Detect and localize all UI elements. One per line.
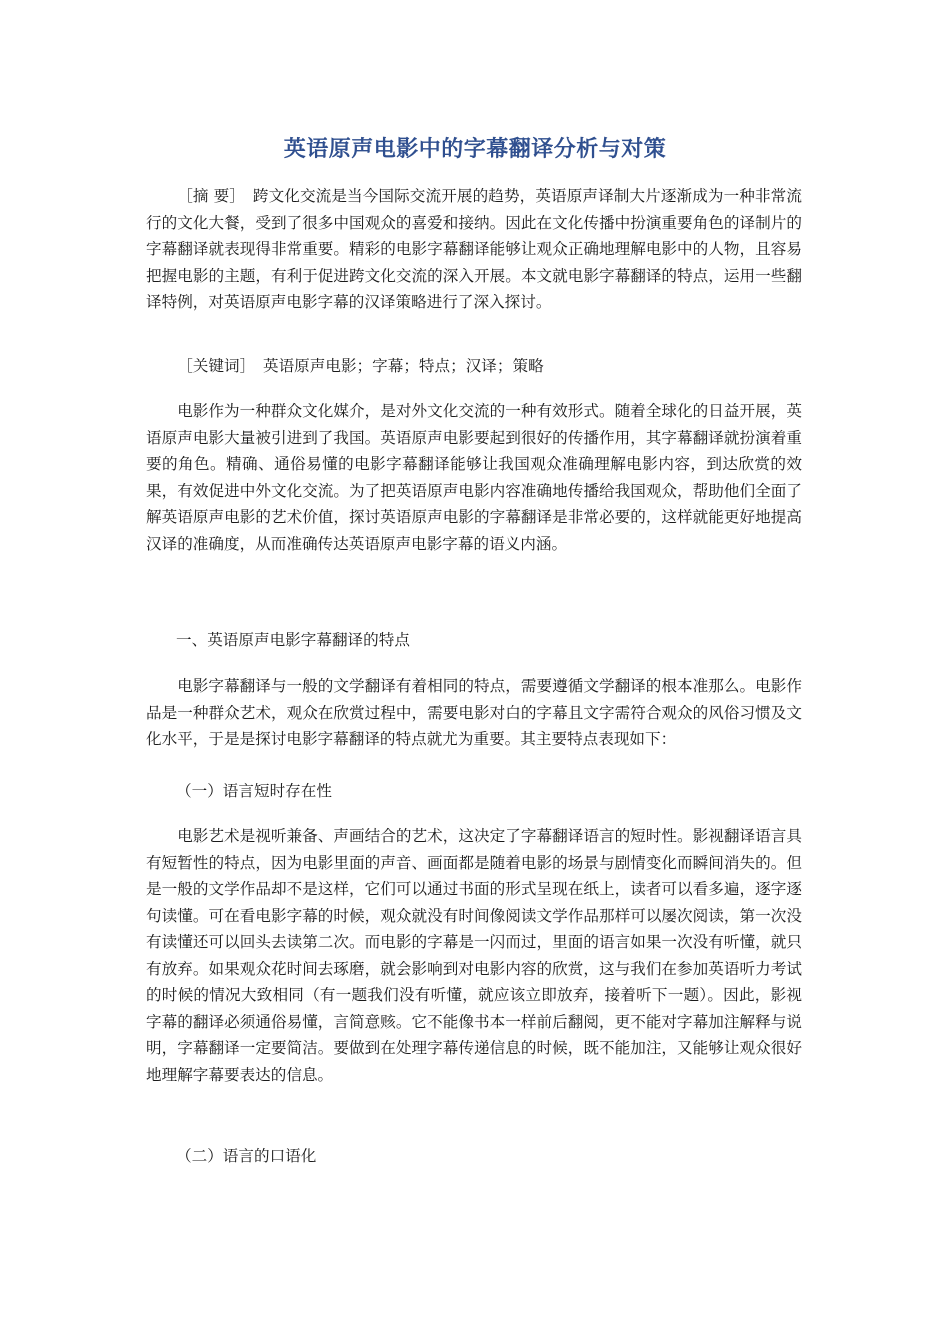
article-title: 英语原声电影中的字幕翻译分析与对策	[283, 137, 667, 162]
section-1-paragraph: 电影字幕翻译与一般的文学翻译有着相同的特点，需要遵循文学翻译的根本准那么。电影作品是一种群众艺术，观众在欣赏过程中，需要电影对白的字幕且文字需符合观众的风俗习惯及文化水平，于是是探讨电影字幕翻译的特点就尤为重要。其主要特点表现如下：	[146, 677, 802, 748]
intro-paragraph: 电影作为一种群众文化媒介，是对外文化交流的一种有效形式。随着全球化的日益开展，英语原声电影大量被引进到了我国。英语原声电影要起到很好的传播作用，其字幕翻译就扮演着重要的角色。精确、通俗易懂的电影字幕翻译能够让我国观众准确理解电影内容，到达欣赏的效果，有效促进中外文化交流。为了把英语原声电影内容准确地传播给我国观众，帮助他们全面了解英语原声电影的艺术价值，探讨英语原声电影的字幕翻译是非常必要的，这样就能更好地提高汉译的准确度，从而准确传达英语原声电影字幕的语义内涵。	[146, 402, 802, 553]
keywords-label: ［关键词］	[177, 357, 248, 375]
subsection-1-paragraph: 电影艺术是视听兼备、声画结合的艺术，这决定了字幕翻译语言的短时性。影视翻译语言具有短暂性的特点，因为电影里面的声音、画面都是随着电影的场景与剧情变化而瞬间消失的。但是一般的文学作品却不是这样，它们可以通过书面的形式呈现在纸上，读者可以看多遍，逐字逐句读懂。可在看电影字幕的时候，观众就没有时间像阅读文学作品那样可以屡次阅读，第一次没有读懂还可以回头去读第二次。而电影的字幕是一闪而过，里面的语言如果一次没有听懂，就只有放弃。如果观众花时间去琢磨，就会影响到对电影内容的欣赏，这与我们在参加英语听力考试的时候的情况大致相同（有一题我们没有听懂，就应该立即放弃，接着听下一题）。因此，影视字幕的翻译必须通俗易懂，言简意赅。它不能像书本一样前后翻阅，更不能对字幕加注解释与说明，字幕翻译一定要简洁。要做到在处理字幕传递信息的时候，既不能加注，又能够让观众很好地理解字幕要表达的信息。	[146, 827, 802, 1084]
keywords-paragraph	[146, 353, 802, 380]
abstract-paragraph	[146, 183, 802, 316]
abstract-text: 跨文化交流是当今国际交流开展的趋势，英语原声译制大片逐渐成为一种非常流行的文化大餐，受到了很多中国观众的喜爱和接纳。因此在文化传播中扮演重要角色的译制片的字幕翻译就表现得非常重要。精彩的电影字幕翻译能够让观众正确地理解电影中的人物，且容易把握电影的主题，有利于促进跨文化交流的深入开展。本文就电影字幕翻译的特点，运用一些翻译特例，对英语原声电影字幕的汉译策略进行了深入探讨。	[146, 187, 802, 311]
subsection-1-heading: （一）语言短时存在性	[176, 782, 332, 800]
keywords-text: 英语原声电影；字幕；特点；汉译；策略	[262, 357, 544, 375]
subsection-2-heading: （二）语言的口语化	[176, 1147, 317, 1165]
section-1-heading: 一、英语原声电影字幕翻译的特点	[176, 631, 410, 649]
abstract-label: ［摘 要］	[177, 187, 238, 205]
